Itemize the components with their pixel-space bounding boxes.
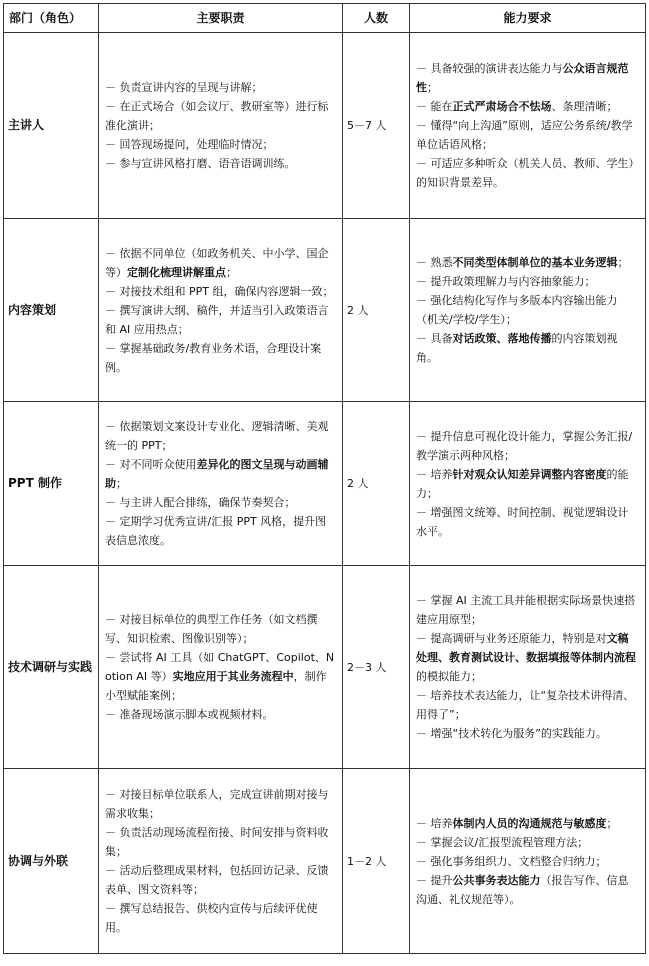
duties-cell [99,402,343,566]
bullet-item [416,253,639,272]
bullet-text: － 懂得“向上沟通”原则，适应公务系统/教学单位话语风格； [416,119,633,151]
bullet-text: － 对接技术组和 PPT 组，确保内容逻辑一致； [105,284,334,298]
header-abilities: 能力要求 [410,4,646,33]
bullet-text: － 依据不同单位（如政务机关、中小学、国企等） [105,246,329,279]
bold-phrase: 对话政策、落地传播 [452,332,552,345]
table-row [4,402,646,566]
bullet-item [416,724,639,743]
duties-cell [99,33,343,219]
bullet-item [105,301,336,339]
bullet-text: － 掌握基础政务/教育业务术语，合理设计案例。 [105,341,322,374]
dept-cell: 协调与外联 [4,769,99,954]
bullet-item [105,282,336,301]
bullet-text: ； [116,477,127,490]
bullet-text: － 回答现场提问，处理临时情况； [105,138,274,151]
bullet-text: ； [606,816,618,830]
bullet-item [416,629,639,686]
count-cell: 5－7 人 [343,33,410,219]
abilities-cell [410,33,646,219]
bullet-item [416,97,639,116]
table-row [4,566,646,769]
duties-cell [99,769,343,954]
bullet-text: － 参与宣讲风格打磨、语音语调训练。 [105,157,296,170]
bullet-item [105,97,336,135]
bullet-item [416,154,639,192]
bullet-text: － 在正式场合（如会议厅、教研室等）进行标准化演讲； [105,100,329,132]
bullet-item [105,648,336,705]
bullet-text: － 具备 [416,332,453,345]
bullet-text: － 掌握 AI 主流工具并能根据实际场景快速搭建应用原型； [416,594,636,626]
bullet-item [416,465,639,503]
table-row [4,219,646,402]
bullet-text: ，制作小型赋能案例； [105,670,327,702]
duties-cell [99,219,343,402]
bullet-text: － 活动后整理成果材料，包括回访记录、反馈表单、图文资料等； [105,864,329,896]
bullet-item [416,427,639,465]
dept-cell: PPT 制作 [4,402,99,566]
bullet-text: 、条理清晰； [551,100,618,113]
bullet-text: － 对接目标单位的典型工作任务（如文档撰写、知识检索、图像识别等）； [105,613,318,645]
header-duties: 主要职责 [99,4,343,33]
bullet-item [105,512,336,550]
bullet-item [416,291,639,329]
bullet-item [105,135,336,154]
bullet-text: 的模拟能力； [416,670,482,683]
bullet-text: － 提升 [416,873,453,887]
bullet-text: － 增强“技术转化为服务”的实践能力。 [416,727,607,740]
bullet-text: － 提升信息可视化设计能力，掌握公务汇报/教学演示两种风格； [416,429,633,462]
bullet-item [105,78,336,97]
bullet-item [416,591,639,629]
table-row [4,33,646,219]
count-cell: 2 人 [343,402,410,566]
bold-phrase: 实地应用于其业务流程中 [172,670,294,683]
bullet-item [105,861,336,899]
bullet-text: － 对接目标单位联系人，完成宣讲前期对接与需求收集； [105,788,329,820]
table-row [4,769,646,954]
bullet-item [105,154,336,173]
bullet-text: － 对不同听众使用 [105,458,197,471]
bullet-item [416,833,639,852]
bullet-text: 的内容策划视角。 [416,332,618,364]
bullet-text: － 强化事务组织力、文档整合归纳力； [416,854,607,868]
header-dept: 部门（角色） [4,4,99,33]
bullet-text: － 培养 [416,816,453,830]
bold-phrase: 差异化的图文呈现与动画辅助 [105,458,329,490]
bullet-text: － 熟悉 [416,256,453,269]
bullet-text: － 掌握会议/汇报型流程管理方法； [416,835,589,849]
dept-cell: 技术调研与实践 [4,566,99,769]
duties-cell [99,566,343,769]
bullet-item [105,339,336,377]
bullet-text: － 负责宣讲内容的呈现与讲解； [105,81,263,94]
bullet-item [105,493,336,512]
bold-phrase: 公共事务表达能力 [452,873,541,887]
bold-phrase: 正式严肃场合不怯场 [452,100,552,113]
bullet-text: － 依据策划文案设计专业化、逻辑清晰、美观统一的 PPT； [105,420,329,452]
bold-phrase: 公众语言规范性 [416,62,629,94]
count-cell: 2－3 人 [343,566,410,769]
bullet-text: 的能力； [416,467,629,500]
bullet-text: － 能在 [416,100,453,113]
bullet-text: （报告写作、信息沟通、礼仪规范等）。 [416,873,629,906]
abilities-cell [410,769,646,954]
header-count: 人数 [343,4,410,33]
abilities-cell [410,402,646,566]
bullet-item [416,814,639,833]
bullet-item [416,116,639,154]
bullet-item [416,329,639,367]
bullet-text: ； [427,81,438,94]
header-row [4,4,646,33]
abilities-cell [410,219,646,402]
bullet-text: ； [617,256,629,269]
bold-phrase: 不同类型体制单位的基本业务逻辑 [452,256,618,269]
bullet-text: － 与主讲人配合排练，确保节奏契合； [105,496,296,509]
bullet-item [416,852,639,871]
bullet-item [416,503,639,541]
bullet-item [105,705,336,724]
count-cell: 2 人 [343,219,410,402]
bullet-item [105,610,336,648]
bullet-item [416,871,639,909]
bullet-text: － 增强图文统筹、时间控制、视觉逻辑设计水平。 [416,505,629,538]
bullet-text: － 可适应多种听众（机关人员、教师、学生）的知识背景差异。 [416,157,634,189]
dept-cell: 内容策划 [4,219,99,402]
bullet-item [105,785,336,823]
bullet-text: － 培养 [416,467,453,481]
bold-phrase: 定制化梳理讲解重点 [127,265,226,279]
bullet-text: － 负责活动现场流程衔接、时间安排与资料收集； [105,826,329,858]
roles-table [3,3,646,954]
bullet-item [105,823,336,861]
abilities-cell [410,566,646,769]
bullet-text: － 撰写演讲大纲、稿件，并适当引入政策语言和 AI 应用热点； [105,303,329,336]
bullet-text: － 提高调研与业务还原能力，特别是对 [416,632,607,645]
bullet-item [105,417,336,455]
count-cell: 1－2 人 [343,769,410,954]
bold-phrase: 文稿处理、教育测试设计、数据填报等体制内流程 [416,632,636,664]
bullet-text: － 准备现场演示脚本或视频材料。 [105,708,274,721]
bullet-text: － 培养技术表达能力，让“复杂技术讲得清、用得了”； [416,689,635,721]
bold-phrase: 针对观众认知差异调整内容密度 [452,467,607,481]
bullet-item [105,455,336,493]
bullet-item [416,272,639,291]
bullet-text: － 尝试将 AI 工具（如 ChatGPT、Copilot、Notion AI 等） [105,651,335,683]
bullet-text: ； [226,265,237,279]
bullet-item [105,899,336,937]
bullet-text: － 提升政策理解力与内容抽象能力； [416,275,596,288]
dept-cell: 主讲人 [4,33,99,219]
bullet-text: － 撰写总结报告、供校内宣传与后续评优使用。 [105,902,318,934]
bold-phrase: 体制内人员的沟通规范与敏感度 [452,816,607,830]
bullet-item [416,59,639,97]
bullet-item [105,244,336,282]
bullet-text: － 强化结构化写作与多版本内容输出能力（机关/学校/学生）； [416,294,618,326]
bullet-item [416,686,639,724]
bullet-text: － 具备较强的演讲表达能力与 [416,62,563,75]
bullet-text: － 定期学习优秀宣讲/汇报 PPT 风格，提升图表信息浓度。 [105,515,327,547]
